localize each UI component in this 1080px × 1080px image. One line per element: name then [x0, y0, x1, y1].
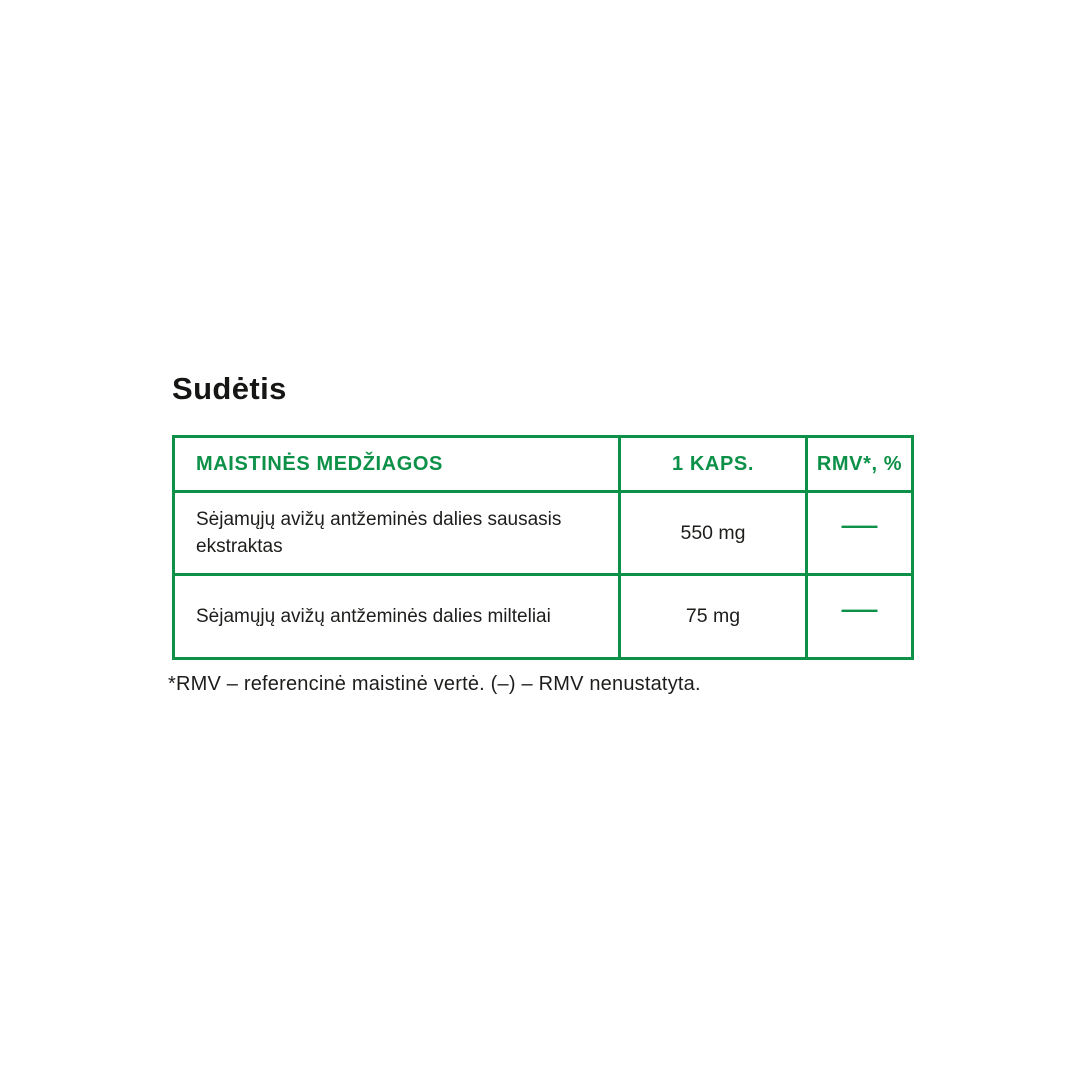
table-header — [174, 437, 913, 492]
header-nutrients: MAISTINĖS MEDŽIAGOS — [174, 437, 620, 492]
rmv-footnote: *RMV – referencinė maistinė vertė. (–) – RMV nenustatyta. — [168, 673, 701, 695]
rmv-dash: — — [841, 586, 878, 628]
page-title: Sudėtis — [172, 371, 287, 406]
header-per-capsule: 1 KAPS. — [620, 437, 807, 492]
header-row — [174, 437, 913, 492]
ingredient-name: Sėjamųjų avižų antžeminės dalies milteliai — [174, 575, 620, 659]
composition-table — [172, 435, 914, 660]
ingredient-rmv-cell — [807, 575, 913, 659]
ingredient-name: Sėjamųjų avižų antžeminės dalies sausasis ekstraktas — [174, 492, 620, 575]
rmv-dash: — — [841, 503, 878, 544]
ingredient-amount: 550 mg — [620, 492, 807, 575]
table-row — [174, 492, 913, 575]
ingredient-rmv-cell — [807, 492, 913, 575]
table-row — [174, 575, 913, 659]
ingredient-amount: 75 mg — [620, 575, 807, 659]
header-rmv: RMV*, % — [807, 437, 913, 492]
